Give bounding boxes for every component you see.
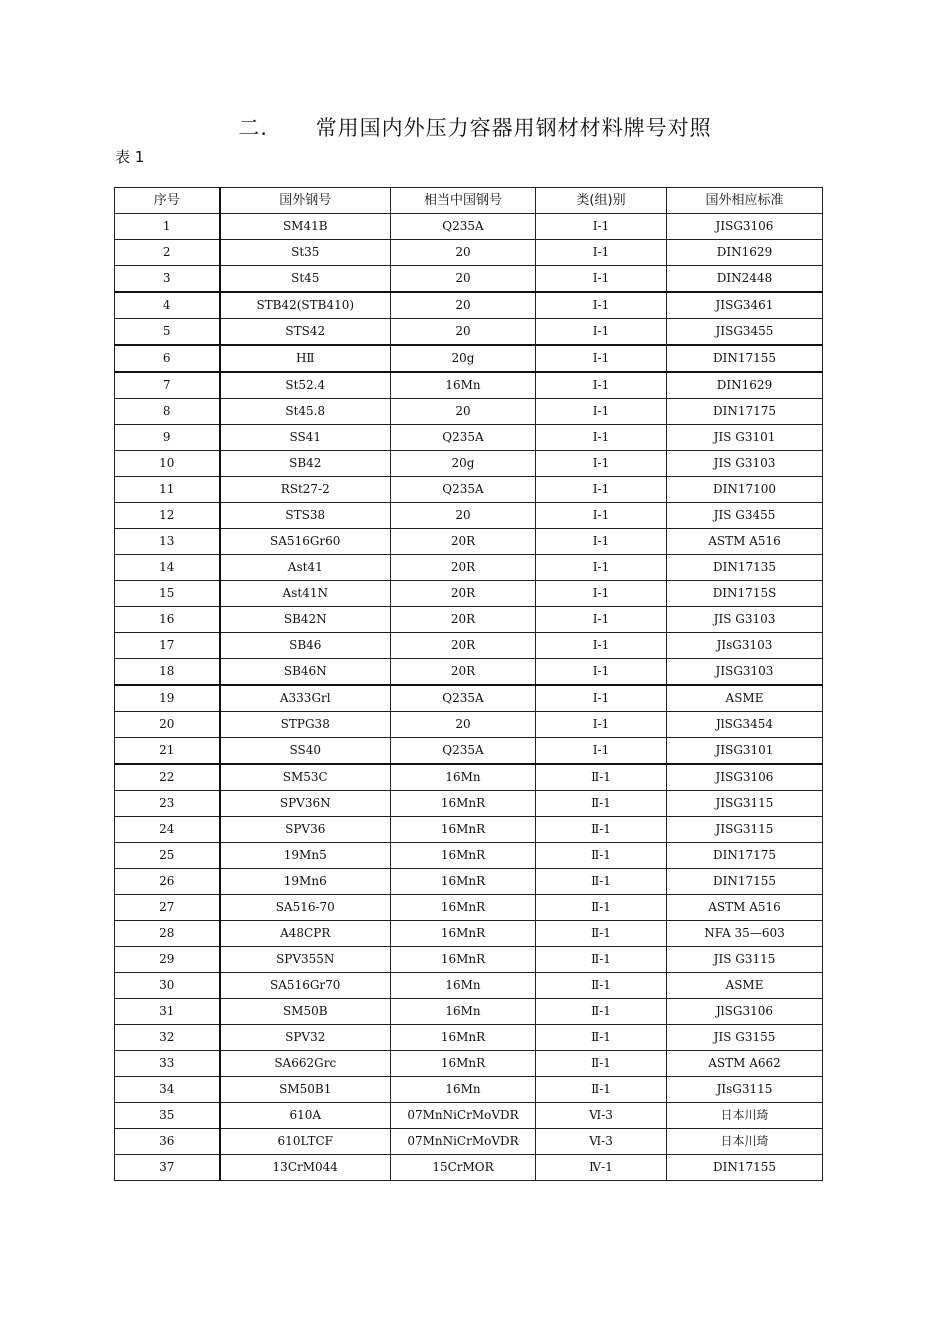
cell-category: I-1	[536, 425, 667, 451]
cell-standard: ASTM A662	[667, 1051, 823, 1077]
table-row	[115, 555, 823, 581]
cell-china-grade: 16MnR	[391, 1051, 536, 1077]
cell-standard: DIN17100	[667, 477, 823, 503]
table-row	[115, 738, 823, 765]
cell-foreign-grade: A48CPR	[220, 921, 391, 947]
table-row	[115, 1155, 823, 1181]
cell-standard: JISG3101	[667, 738, 823, 765]
cell-index: 18	[115, 659, 220, 686]
cell-index: 12	[115, 503, 220, 529]
cell-standard: DIN1715S	[667, 581, 823, 607]
cell-china-grade: Q235A	[391, 685, 536, 712]
cell-category: I-1	[536, 477, 667, 503]
cell-china-grade: 16MnR	[391, 921, 536, 947]
cell-foreign-grade: SM50B1	[220, 1077, 391, 1103]
cell-foreign-grade: 610LTCF	[220, 1129, 391, 1155]
cell-foreign-grade: St35	[220, 240, 391, 266]
cell-category: Ⅱ-1	[536, 947, 667, 973]
cell-index: 22	[115, 764, 220, 791]
cell-index: 24	[115, 817, 220, 843]
cell-foreign-grade: SB46N	[220, 659, 391, 686]
cell-index: 28	[115, 921, 220, 947]
table-row	[115, 791, 823, 817]
cell-index: 32	[115, 1025, 220, 1051]
cell-china-grade: Q235A	[391, 738, 536, 765]
cell-standard: JIS G3115	[667, 947, 823, 973]
cell-foreign-grade: 610A	[220, 1103, 391, 1129]
cell-foreign-grade: SB42N	[220, 607, 391, 633]
cell-index: 4	[115, 292, 220, 319]
cell-foreign-grade: SB46	[220, 633, 391, 659]
cell-foreign-grade: Ast41N	[220, 581, 391, 607]
cell-category: I-1	[536, 240, 667, 266]
cell-category: Ⅱ-1	[536, 764, 667, 791]
cell-index: 21	[115, 738, 220, 765]
cell-category: I-1	[536, 581, 667, 607]
table-body	[115, 214, 823, 1181]
cell-china-grade: 16MnR	[391, 791, 536, 817]
cell-china-grade: 16MnR	[391, 869, 536, 895]
cell-category: I-1	[536, 607, 667, 633]
cell-index: 17	[115, 633, 220, 659]
cell-category: I-1	[536, 292, 667, 319]
cell-standard: JIS G3103	[667, 451, 823, 477]
cell-category: I-1	[536, 399, 667, 425]
cell-china-grade: 20	[391, 503, 536, 529]
cell-china-grade: 20R	[391, 581, 536, 607]
cell-china-grade: 16Mn	[391, 372, 536, 399]
header-standard: 国外相应标准	[667, 188, 823, 214]
cell-index: 19	[115, 685, 220, 712]
cell-china-grade: 20g	[391, 451, 536, 477]
cell-standard: DIN17155	[667, 1155, 823, 1181]
cell-china-grade: 20R	[391, 529, 536, 555]
cell-foreign-grade: SM53C	[220, 764, 391, 791]
cell-foreign-grade: STB42(STB410)	[220, 292, 391, 319]
cell-foreign-grade: SM50B	[220, 999, 391, 1025]
cell-category: I-1	[536, 372, 667, 399]
cell-index: 23	[115, 791, 220, 817]
cell-standard: JIsG3115	[667, 1077, 823, 1103]
cell-index: 29	[115, 947, 220, 973]
cell-foreign-grade: STS38	[220, 503, 391, 529]
cell-foreign-grade: St52.4	[220, 372, 391, 399]
cell-china-grade: Q235A	[391, 477, 536, 503]
table-row	[115, 843, 823, 869]
cell-standard: 日本川琦	[667, 1103, 823, 1129]
table-row	[115, 581, 823, 607]
cell-standard: ASTM A516	[667, 895, 823, 921]
cell-foreign-grade: Ast41	[220, 555, 391, 581]
cell-index: 26	[115, 869, 220, 895]
cell-standard: NFA 35—603	[667, 921, 823, 947]
cell-standard: JlSG3106	[667, 999, 823, 1025]
table-row	[115, 659, 823, 686]
cell-index: 3	[115, 266, 220, 293]
cell-index: 31	[115, 999, 220, 1025]
cell-standard: JISG3106	[667, 214, 823, 240]
table-row	[115, 999, 823, 1025]
steel-grade-table	[114, 187, 823, 1181]
cell-foreign-grade: SS40	[220, 738, 391, 765]
cell-standard: 日本川琦	[667, 1129, 823, 1155]
cell-index: 27	[115, 895, 220, 921]
table-row	[115, 266, 823, 293]
cell-index: 25	[115, 843, 220, 869]
cell-china-grade: Q235A	[391, 425, 536, 451]
cell-category: I-1	[536, 266, 667, 293]
cell-standard: DIN2448	[667, 266, 823, 293]
table-row	[115, 1077, 823, 1103]
cell-index: 8	[115, 399, 220, 425]
cell-category: Ⅱ-1	[536, 791, 667, 817]
cell-foreign-grade: SPV36	[220, 817, 391, 843]
cell-china-grade: 20	[391, 240, 536, 266]
cell-standard: ASME	[667, 685, 823, 712]
table-header-row	[115, 188, 823, 214]
table-row	[115, 921, 823, 947]
title-number: 二.	[238, 116, 268, 140]
cell-china-grade: 20	[391, 292, 536, 319]
cell-category: I-1	[536, 633, 667, 659]
cell-category: I-1	[536, 659, 667, 686]
table-row	[115, 1129, 823, 1155]
cell-china-grade: 20	[391, 399, 536, 425]
cell-index: 36	[115, 1129, 220, 1155]
cell-index: 20	[115, 712, 220, 738]
table-row	[115, 214, 823, 240]
cell-foreign-grade: STS42	[220, 319, 391, 346]
cell-category: Ⅱ-1	[536, 1025, 667, 1051]
table-row	[115, 372, 823, 399]
cell-category: Ⅱ-1	[536, 999, 667, 1025]
cell-china-grade: 16MnR	[391, 947, 536, 973]
cell-index: 35	[115, 1103, 220, 1129]
cell-standard: JlSG3454	[667, 712, 823, 738]
cell-foreign-grade: HⅡ	[220, 345, 391, 372]
cell-china-grade: 07MnNiCrMoVDR	[391, 1103, 536, 1129]
cell-index: 34	[115, 1077, 220, 1103]
cell-standard: DIN17175	[667, 399, 823, 425]
cell-china-grade: 16MnR	[391, 895, 536, 921]
cell-china-grade: 16Mn	[391, 764, 536, 791]
cell-foreign-grade: SM41B	[220, 214, 391, 240]
header-foreign-grade: 国外钢号	[220, 188, 391, 214]
table-row	[115, 477, 823, 503]
cell-foreign-grade: STPG38	[220, 712, 391, 738]
table-row	[115, 425, 823, 451]
cell-category: Ⅱ-1	[536, 843, 667, 869]
cell-category: I-1	[536, 319, 667, 346]
cell-foreign-grade: 13CrM044	[220, 1155, 391, 1181]
title-text: 常用国内外压力容器用钢材材料牌号对照	[315, 116, 712, 140]
cell-category: I-1	[536, 529, 667, 555]
table-row	[115, 529, 823, 555]
cell-category: Ⅱ-1	[536, 973, 667, 999]
cell-index: 13	[115, 529, 220, 555]
cell-category: Ⅱ-1	[536, 921, 667, 947]
table-row	[115, 607, 823, 633]
cell-standard: JISG3103	[667, 659, 823, 686]
cell-standard: JISG3455	[667, 319, 823, 346]
table-row	[115, 973, 823, 999]
cell-standard: DIN17175	[667, 843, 823, 869]
cell-standard: JISG3115	[667, 791, 823, 817]
table-row	[115, 685, 823, 712]
table-row	[115, 633, 823, 659]
cell-category: Ⅵ-3	[536, 1129, 667, 1155]
cell-china-grade: 16Mn	[391, 999, 536, 1025]
cell-china-grade: 16Mn	[391, 973, 536, 999]
cell-foreign-grade: A333Grl	[220, 685, 391, 712]
table-row	[115, 319, 823, 346]
cell-category: I-1	[536, 503, 667, 529]
cell-foreign-grade: SA516-70	[220, 895, 391, 921]
table-row	[115, 345, 823, 372]
cell-foreign-grade: St45.8	[220, 399, 391, 425]
cell-china-grade: 20	[391, 266, 536, 293]
cell-china-grade: 20R	[391, 659, 536, 686]
cell-china-grade: 16Mn	[391, 1077, 536, 1103]
cell-standard: JISG3115	[667, 817, 823, 843]
cell-category: I-1	[536, 555, 667, 581]
cell-standard: JISG3106	[667, 764, 823, 791]
cell-index: 9	[115, 425, 220, 451]
cell-category: Ⅱ-1	[536, 1077, 667, 1103]
cell-china-grade: 20	[391, 712, 536, 738]
cell-standard: JIS G3155	[667, 1025, 823, 1051]
cell-standard: DIN17135	[667, 555, 823, 581]
cell-china-grade: 20R	[391, 607, 536, 633]
cell-china-grade: 20	[391, 319, 536, 346]
cell-index: 11	[115, 477, 220, 503]
cell-foreign-grade: St45	[220, 266, 391, 293]
cell-standard: DIN1629	[667, 240, 823, 266]
cell-china-grade: 15CrMOR	[391, 1155, 536, 1181]
table-row	[115, 764, 823, 791]
cell-category: Ⅳ-1	[536, 1155, 667, 1181]
table-caption: 表 1	[115, 148, 145, 166]
cell-category: Ⅵ-3	[536, 1103, 667, 1129]
table-row	[115, 869, 823, 895]
cell-index: 1	[115, 214, 220, 240]
cell-standard: JIsG3103	[667, 633, 823, 659]
cell-china-grade: 20R	[391, 555, 536, 581]
header-index: 序号	[115, 188, 220, 214]
cell-category: I-1	[536, 738, 667, 765]
cell-standard: ASME	[667, 973, 823, 999]
cell-standard: JIS G3455	[667, 503, 823, 529]
table-row	[115, 503, 823, 529]
table-row	[115, 817, 823, 843]
cell-china-grade: 16MnR	[391, 843, 536, 869]
cell-foreign-grade: 19Mn6	[220, 869, 391, 895]
cell-foreign-grade: SPV36N	[220, 791, 391, 817]
cell-index: 6	[115, 345, 220, 372]
cell-index: 15	[115, 581, 220, 607]
cell-foreign-grade: SA516Gr70	[220, 973, 391, 999]
table-row	[115, 1103, 823, 1129]
cell-foreign-grade: SPV355N	[220, 947, 391, 973]
cell-foreign-grade: SA662Grc	[220, 1051, 391, 1077]
cell-china-grade: 16MnR	[391, 1025, 536, 1051]
cell-category: I-1	[536, 712, 667, 738]
table-row	[115, 451, 823, 477]
cell-china-grade: 07MnNiCrMoVDR	[391, 1129, 536, 1155]
cell-standard: DIN17155	[667, 345, 823, 372]
cell-index: 5	[115, 319, 220, 346]
cell-index: 37	[115, 1155, 220, 1181]
table-row	[115, 240, 823, 266]
cell-category: I-1	[536, 345, 667, 372]
cell-index: 16	[115, 607, 220, 633]
cell-standard: JIS G3101	[667, 425, 823, 451]
cell-foreign-grade: SS41	[220, 425, 391, 451]
cell-category: I-1	[536, 451, 667, 477]
table-row	[115, 947, 823, 973]
cell-foreign-grade: 19Mn5	[220, 843, 391, 869]
cell-china-grade: 20g	[391, 345, 536, 372]
cell-foreign-grade: RSt27-2	[220, 477, 391, 503]
cell-index: 7	[115, 372, 220, 399]
cell-foreign-grade: SB42	[220, 451, 391, 477]
table-row	[115, 1051, 823, 1077]
header-china-grade: 相当中国钢号	[391, 188, 536, 214]
cell-category: Ⅱ-1	[536, 817, 667, 843]
table-row	[115, 1025, 823, 1051]
cell-index: 10	[115, 451, 220, 477]
cell-china-grade: 16MnR	[391, 817, 536, 843]
page-title	[0, 112, 950, 142]
cell-category: Ⅱ-1	[536, 1051, 667, 1077]
header-category: 类(组)别	[536, 188, 667, 214]
cell-category: I-1	[536, 214, 667, 240]
cell-standard: DIN1629	[667, 372, 823, 399]
cell-index: 33	[115, 1051, 220, 1077]
cell-category: Ⅱ-1	[536, 895, 667, 921]
cell-china-grade: 20R	[391, 633, 536, 659]
cell-standard: DIN17155	[667, 869, 823, 895]
cell-category: I-1	[536, 685, 667, 712]
cell-standard: ASTM A516	[667, 529, 823, 555]
table-row	[115, 895, 823, 921]
cell-foreign-grade: SPV32	[220, 1025, 391, 1051]
table-row	[115, 712, 823, 738]
cell-standard: JIS G3103	[667, 607, 823, 633]
cell-index: 14	[115, 555, 220, 581]
cell-china-grade: Q235A	[391, 214, 536, 240]
table-row	[115, 399, 823, 425]
cell-index: 30	[115, 973, 220, 999]
cell-standard: JISG3461	[667, 292, 823, 319]
cell-foreign-grade: SA516Gr60	[220, 529, 391, 555]
cell-category: Ⅱ-1	[536, 869, 667, 895]
table-row	[115, 292, 823, 319]
cell-index: 2	[115, 240, 220, 266]
